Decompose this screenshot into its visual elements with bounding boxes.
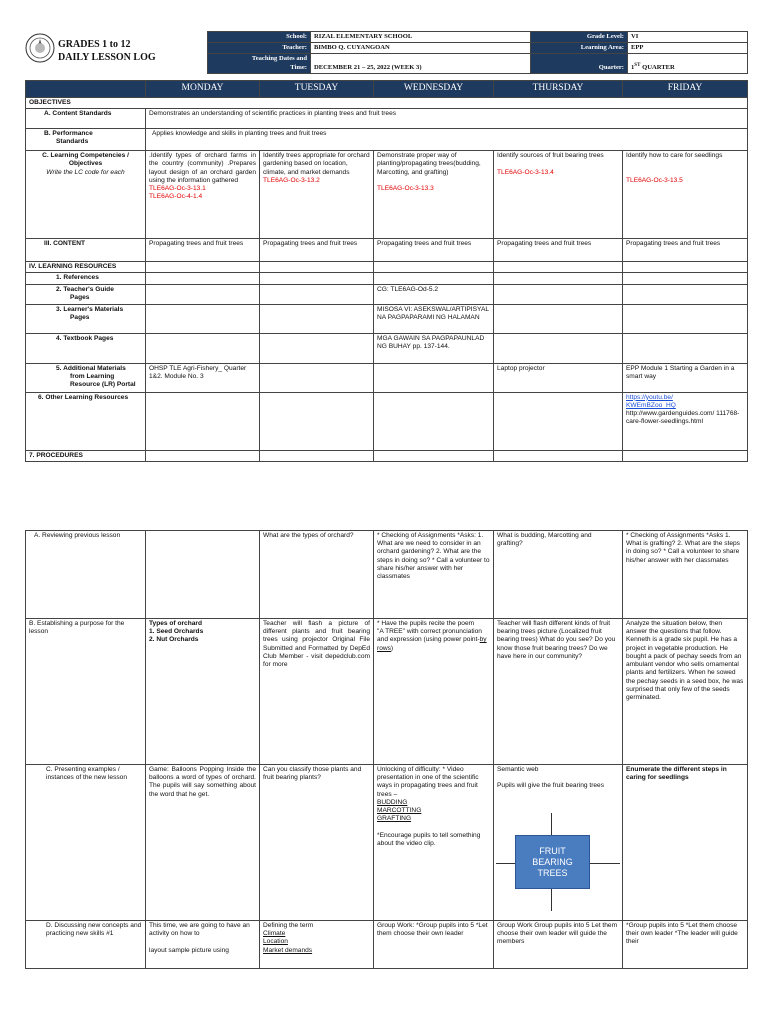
discussing-wednesday: Group Work: *Group pupils into 5 *Let them choose their own leader <box>374 921 494 969</box>
content-thursday: Propagating trees and fruit trees <box>494 239 623 262</box>
discussing-mon-2: layout sample picture using <box>149 946 229 954</box>
quarter-value <box>628 54 748 73</box>
other-resources-friday <box>623 392 748 450</box>
content-monday: Propagating trees and fruit trees <box>146 239 260 262</box>
reviewing-tuesday: What are the types of orchard? <box>260 531 374 619</box>
day-friday: FRIDAY <box>623 81 748 98</box>
grafting-term: GRAFTING <box>377 815 412 823</box>
orchard-types-title: Types of orchard <box>149 620 203 627</box>
establishing-purpose-label: B. Establishing a purpose for the lesson <box>26 619 146 765</box>
performance-standards-label <box>26 129 146 151</box>
lc-label-line2: Objectives <box>68 160 103 168</box>
gardenguides-url: http://www.gardenguides.com/ 111768-care-flower-seedlings.html <box>626 410 740 426</box>
semantic-web-diagram <box>494 805 623 920</box>
reviewing-friday: * Checking of Assignments *Asks 1. What is grafting? 2. What are the steps in doing so? * Call a volunteer to share his/her answer with her classmates <box>623 531 748 619</box>
presenting-wednesday <box>374 765 494 921</box>
other-resources-label: 6. Other Learning Resources <box>26 392 146 450</box>
establishing-wednesday <box>374 619 494 765</box>
title-line-1: GRADES 1 to 12 <box>58 39 131 50</box>
additional-materials-thursday: Laptop projector <box>494 363 623 392</box>
presenting-tuesday: Can you classify those plants and fruit bearing plants? <box>260 765 374 921</box>
web-line-left <box>496 863 515 864</box>
lm-label-line2: Pages <box>70 313 90 321</box>
establishing-monday <box>146 619 260 765</box>
presenting-examples-label: C. Presenting examples / instances of the new lesson <box>26 765 146 921</box>
learners-materials-label <box>26 304 146 333</box>
quarter-superscript: ST <box>634 62 641 68</box>
day-wednesday: WEDNESDAY <box>374 81 494 98</box>
presenting-wed-5: *Encourage pupils to tell something about the video clip. <box>377 831 481 848</box>
header-info-table <box>207 31 748 74</box>
establishing-wed-2: "A TREE" with correct pronunciation and expression (using power point- <box>377 628 482 644</box>
lc-label-line3: Write the LC code for each <box>46 168 125 176</box>
lesson-log-table-2 <box>25 530 748 969</box>
lc-thursday-code: TLE6AG-Oc-3-13.4 <box>497 168 554 176</box>
lc-wednesday-text: Demonstrate proper way of planting/propagating trees(budding, Marcotting, and grafting) <box>377 152 481 176</box>
additional-materials-label <box>26 363 146 392</box>
seed-orchards: 1. Seed Orchards <box>149 628 204 636</box>
web-line-right <box>590 863 620 864</box>
tg-label-line1: 2. Teacher's Guide <box>56 285 114 293</box>
teaching-dates-label-1: Teaching Dates and <box>251 55 307 63</box>
lm-label-line1: 3. Learner's Materials <box>56 305 124 313</box>
learning-competencies-label <box>26 151 146 239</box>
fruit-bearing-trees-label: FRUIT BEARING TREES <box>532 845 573 878</box>
quarter-number: 1 <box>631 63 635 71</box>
lc-thursday <box>494 151 623 239</box>
lc-friday <box>623 151 748 239</box>
teaching-dates-value: DECEMBER 21 – 25, 2022 (WEEK 3) <box>311 54 531 73</box>
marcotting-term: MARCOTTING <box>377 807 422 815</box>
discussing-mon-1: This time, we are going to have an activity on how to <box>149 922 250 938</box>
presenting-friday: Enumerate the different steps in caring for seedlings <box>623 765 748 921</box>
lc-monday-code-1: TLE6AG-Oc-3-13.1 <box>149 185 206 193</box>
objectives-heading: OBJECTIVES <box>26 97 748 108</box>
day-monday: MONDAY <box>146 81 260 98</box>
learning-area-value: EPP <box>628 43 748 54</box>
lc-friday-text: Identify how to care for seedlings <box>626 152 723 160</box>
content-label: III. CONTENT <box>26 239 146 262</box>
establishing-wed-4: ) <box>390 644 394 652</box>
grade-level-label: Grade Level: <box>531 32 628 43</box>
content-friday: Propagating trees and fruit trees <box>623 239 748 262</box>
teachers-guide-label <box>26 284 146 304</box>
youtube-link[interactable]: https://youtu.be/ <box>626 393 673 401</box>
procedures-label: 7. PROCEDURES <box>26 450 146 461</box>
references-label: 1. References <box>26 273 146 284</box>
establishing-wed-1: * Have the pupils recite the poem <box>377 620 475 627</box>
climate-term: Climate <box>263 930 286 938</box>
web-line-bottom <box>551 889 552 911</box>
day-thursday: THURSDAY <box>494 81 623 98</box>
reviewing-wednesday: * Checking of Assignments *Asks: 1. What are we need to consider in an orchard gardening? 2. What are the steps in doing so? * Call a volunteer to share his/her answer with her classmates <box>374 531 494 619</box>
discussing-tue-1: Defining the term <box>263 922 314 929</box>
additional-materials-monday: OHSP TLE Agri-Fishery_ Quarter 1&2. Module No. 3 <box>146 363 260 392</box>
establishing-wed-3: by rows <box>377 636 487 652</box>
presenting-wed-1: Unlocking of difficulty: * Video presentation in one of the scientific ways in propagating trees and fruit trees – <box>377 766 479 798</box>
web-line-top <box>551 813 552 835</box>
learning-resources-label: IV. LEARNING RESOURCES <box>26 262 146 273</box>
discussing-friday: *Group pupils into 5 *Let them choose their own leader *The leader will guide their <box>623 921 748 969</box>
market-demands-term: Market demands <box>263 946 313 954</box>
semantic-web-instruction: Pupils will give the fruit bearing trees <box>497 782 605 790</box>
am-label-line3: Resource (LR) Portal <box>70 381 136 389</box>
lesson-log-table-1 <box>25 80 748 462</box>
content-standards-text: Demonstrates an understanding of scientific practices in planting trees and fruit trees <box>146 109 748 129</box>
location-term: Location <box>263 938 288 946</box>
establishing-friday: Analyze the situation below, then answer the questions that follow. Kenneth is a grade six pupil. He has a project in vegetable production. He bought a pack of pechay seeds from an ambulant vendor who sells ornamental plants and fertilizers. When he sowed the pechay seeds in a seed box, he was surprised that only few of the seeds germinated. <box>623 619 748 765</box>
textbook-pages-wednesday: MGA GAWAIN SA PAGPAPAUNLAD NG BUHAY pp. 137-144. <box>374 333 494 363</box>
content-tuesday: Propagating trees and fruit trees <box>260 239 374 262</box>
am-label-line2: from Learning <box>70 372 115 380</box>
learning-area-label: Learning Area: <box>531 43 628 54</box>
youtube-link-id[interactable]: KWEmBZoo_HQ <box>626 401 676 409</box>
lc-wednesday <box>374 151 494 239</box>
day-header-blank <box>26 81 146 98</box>
grade-level-value: VI <box>628 32 748 43</box>
discussing-concepts-label: D. Discussing new concepts and practicing new skills #1 <box>26 921 146 969</box>
establishing-tuesday: Teacher will flash a picture of different plants and fruit bearing trees using projector Original File Submitted and Formatted by DepEd Club Member - visit depedclub.com for more <box>260 619 374 765</box>
discussing-monday <box>146 921 260 969</box>
budding-term: BUDDING <box>377 798 408 806</box>
lc-label-line1: C. Learning Competencies / <box>42 152 129 160</box>
presenting-thursday <box>494 765 623 921</box>
nut-orchards: 2. Nut Orchards <box>149 636 199 644</box>
lc-monday <box>146 151 260 239</box>
content-standards-label: A. Content Standards <box>26 109 146 129</box>
teacher-value: BIMBO Q. CUYANGOAN <box>311 43 531 54</box>
textbook-pages-label: 4. Textbook Pages <box>26 333 146 363</box>
teachers-guide-wednesday: CG: TLE6AG-Od-5.2 <box>374 284 494 304</box>
teaching-dates-label-2: Time: <box>290 63 307 71</box>
additional-materials-friday: EPP Module 1 Starting a Garden in a smart way <box>623 363 748 392</box>
lc-wednesday-code: TLE6AG-Oc-3-13.3 <box>377 185 434 193</box>
lc-monday-code-2: TLE6AG-Oc-4-1.4 <box>149 193 203 201</box>
semantic-web-title: Semantic web <box>497 766 539 773</box>
lc-tuesday-text: Identify trees appropriate for orchard gardening based on location, climate, and market demands <box>263 152 370 176</box>
reviewing-lesson-label: A. Reviewing previous lesson <box>26 531 146 619</box>
performance-standards-text: Applies knowledge and skills in planting trees and fruit trees <box>146 129 748 151</box>
performance-label-line2: Standards <box>56 138 89 146</box>
tg-label-line2: Pages <box>70 293 90 301</box>
title-line-2: DAILY LESSON LOG <box>58 52 156 63</box>
discussing-tuesday <box>260 921 374 969</box>
teacher-label: Teacher: <box>208 43 311 54</box>
school-value: RIZAL ELEMENTARY SCHOOL <box>311 32 531 43</box>
content-wednesday: Propagating trees and fruit trees <box>374 239 494 262</box>
lc-tuesday-code: TLE6AG-Oc-3-13.2 <box>263 176 320 184</box>
school-label: School: <box>208 32 311 43</box>
establishing-thursday: Teacher will flash different kinds of fruit bearing trees picture (Localized fruit bearing trees) What do you see? Do you know those fruit bearing trees? Do we have here in our community? <box>494 619 623 765</box>
performance-label-line1: B. Performance <box>44 130 93 138</box>
discussing-thursday: Group Work Group pupils into 5 Let them choose their own leader will guide the members <box>494 921 623 969</box>
lc-monday-text: .Identify types of orchard farms in the country (community) .Prepares layout design of an orchard garden using the information gathered <box>149 152 256 184</box>
lc-tuesday <box>260 151 374 239</box>
learners-materials-wednesday: MISOSA VI: ASEKSWAL/ARTIPISYAL NA PAGPAPARAMI NG HALAMAN <box>374 304 494 333</box>
lc-thursday-text: Identify sources of fruit bearing trees <box>497 152 604 160</box>
document-title <box>58 38 156 64</box>
quarter-word: QUARTER <box>640 63 675 71</box>
fruit-bearing-trees-box <box>515 835 590 889</box>
day-tuesday: TUESDAY <box>260 81 374 98</box>
presenting-monday: Game: Balloons Popping Inside the balloons a word of types of orchard. The pupils will say something about the word that he get. <box>146 765 260 921</box>
deped-seal-logo <box>25 33 55 63</box>
teaching-dates-label <box>208 54 311 73</box>
lc-friday-code: TLE6AG-Oc-3-13.5 <box>626 176 683 184</box>
day-header-row <box>26 81 748 98</box>
am-label-line1: 5. Additional Materials <box>56 364 126 372</box>
reviewing-thursday: What is budding, Marcotting and grafting? <box>494 531 623 619</box>
quarter-label: Quarter: <box>531 54 628 73</box>
